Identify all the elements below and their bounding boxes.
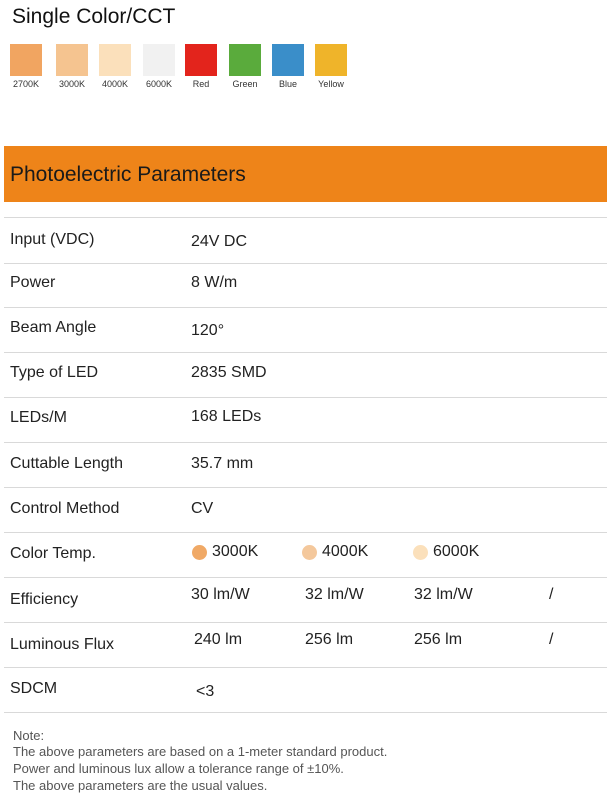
efficiency-value: / bbox=[549, 586, 554, 603]
param-value: 2835 SMD bbox=[191, 364, 267, 381]
param-row bbox=[4, 307, 607, 353]
param-row bbox=[4, 352, 607, 398]
param-label: Beam Angle bbox=[10, 319, 97, 336]
param-label: SDCM bbox=[10, 680, 58, 697]
flux-value: / bbox=[549, 631, 554, 648]
color-temp-value: 6000K bbox=[433, 543, 480, 560]
page-title: Single Color/CCT bbox=[12, 5, 176, 28]
swatch-label: Red bbox=[192, 79, 210, 89]
efficiency-row bbox=[4, 577, 607, 623]
swatch-label: 2700K bbox=[12, 79, 40, 89]
note-line: The above parameters are the usual values. bbox=[13, 778, 268, 793]
note-line: Power and luminous lux allow a tolerance range of ±10%. bbox=[13, 761, 344, 776]
param-row bbox=[4, 217, 607, 264]
param-value: CV bbox=[191, 500, 214, 517]
flux-value: 256 lm bbox=[305, 631, 354, 648]
color-temp-value: 4000K bbox=[322, 543, 369, 560]
flux-value: 256 lm bbox=[414, 631, 463, 648]
flux-value: 240 lm bbox=[194, 631, 243, 648]
param-row bbox=[4, 262, 607, 308]
param-label: Color Temp. bbox=[10, 545, 96, 562]
efficiency-value: 32 lm/W bbox=[305, 586, 364, 603]
efficiency-value: 32 lm/W bbox=[414, 586, 473, 603]
param-label: Luminous Flux bbox=[10, 636, 115, 653]
swatch-label: 6000K bbox=[145, 79, 173, 89]
luminous-flux-row bbox=[4, 622, 607, 668]
swatch-yellow bbox=[315, 44, 347, 76]
param-row bbox=[4, 487, 607, 533]
sdcm-value: <3 bbox=[196, 683, 215, 700]
swatch-green bbox=[229, 44, 261, 76]
param-label: Efficiency bbox=[10, 591, 79, 608]
swatch-label: Green bbox=[232, 79, 258, 89]
color-dot-3000k bbox=[192, 545, 207, 560]
param-row bbox=[4, 442, 607, 488]
param-label: Type of LED bbox=[10, 364, 99, 381]
swatch-red bbox=[185, 44, 217, 76]
param-row bbox=[4, 397, 607, 443]
section-title: Photoelectric Parameters bbox=[10, 163, 246, 186]
swatch-2700k bbox=[10, 44, 42, 76]
param-label: Control Method bbox=[10, 500, 120, 517]
param-value: 120° bbox=[191, 322, 225, 339]
note-line: The above parameters are based on a 1-meter standard product. bbox=[13, 744, 388, 759]
swatch-label: 3000K bbox=[58, 79, 86, 89]
color-temp-row bbox=[4, 532, 607, 578]
section-header bbox=[4, 146, 607, 202]
param-label: Input (VDC) bbox=[10, 231, 95, 248]
param-value: 168 LEDs bbox=[191, 408, 262, 425]
param-label: Cuttable Length bbox=[10, 455, 123, 472]
swatch-label: 4000K bbox=[101, 79, 129, 89]
swatch-4000k bbox=[99, 44, 131, 76]
color-dot-6000k bbox=[413, 545, 428, 560]
efficiency-value: 30 lm/W bbox=[191, 586, 250, 603]
color-temp-value: 3000K bbox=[212, 543, 259, 560]
param-value: 35.7 mm bbox=[191, 455, 254, 472]
param-label: Power bbox=[10, 274, 56, 291]
param-value: 8 W/m bbox=[191, 274, 238, 291]
swatch-label: Yellow bbox=[318, 79, 344, 89]
color-dot-4000k bbox=[302, 545, 317, 560]
swatch-3000k bbox=[56, 44, 88, 76]
param-value: 24V DC bbox=[191, 233, 248, 250]
param-label: LEDs/M bbox=[10, 409, 67, 426]
swatch-6000k bbox=[143, 44, 175, 76]
swatch-blue bbox=[272, 44, 304, 76]
note-title: Note: bbox=[13, 728, 45, 743]
swatch-label: Blue bbox=[278, 79, 297, 89]
sdcm-row bbox=[4, 667, 607, 713]
